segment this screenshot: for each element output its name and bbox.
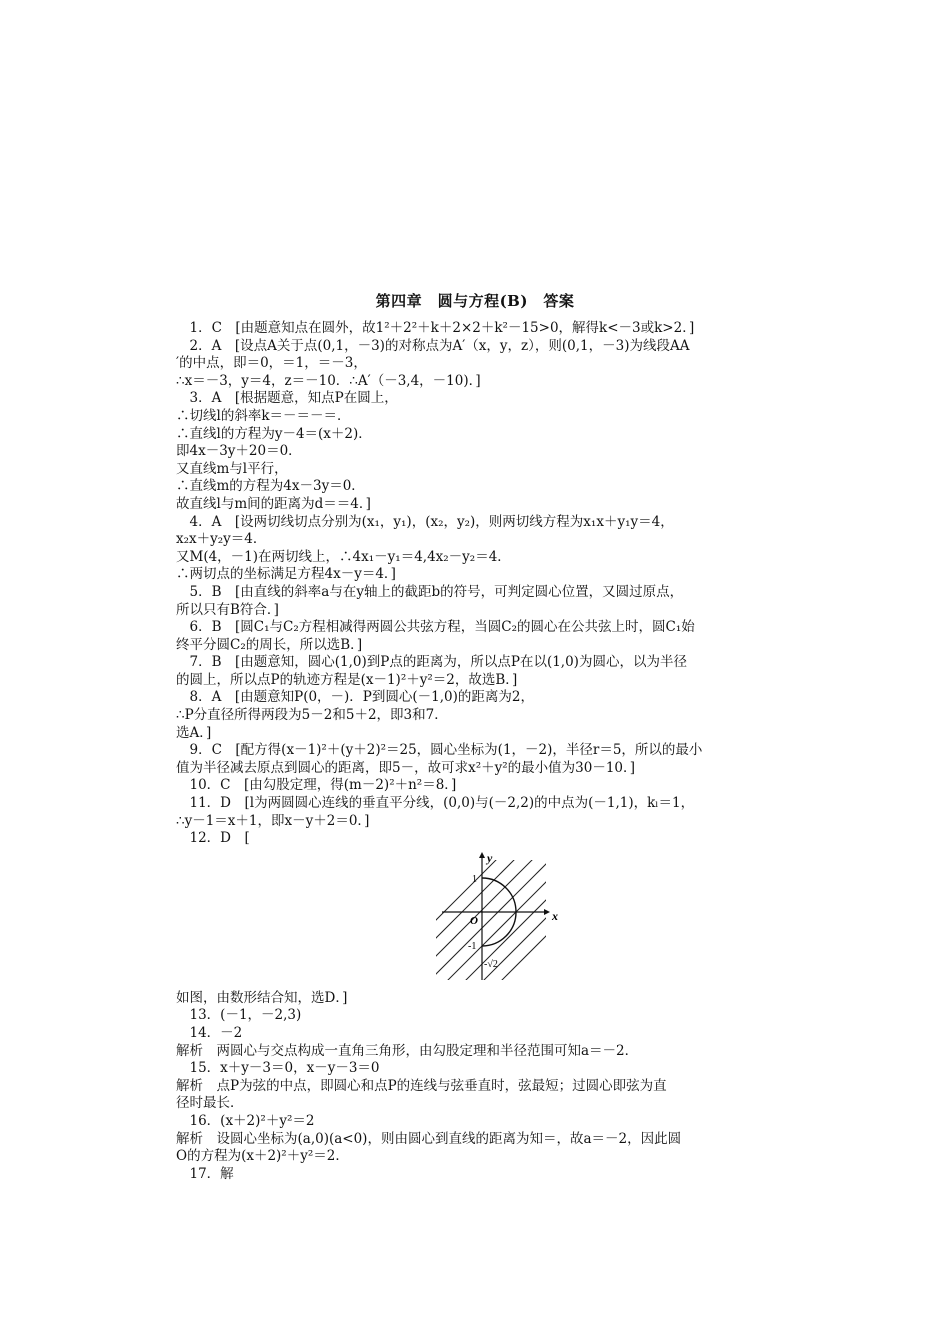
tick-label-1: 1	[472, 873, 477, 885]
text-line: ∴切线l的斜率k＝－＝－＝．	[176, 407, 351, 424]
circle-region-diagram	[432, 850, 562, 986]
text-line: 2．A [设点A关于点(0,1，－3)的对称点为A′（x，y，z），则(0,1，－3)为线段AA	[176, 337, 690, 354]
text-line: 如图，由数形结合知，选D．]	[176, 989, 348, 1006]
text-line: 16．(x＋2)²＋y²＝2	[176, 1112, 315, 1129]
answers-part-1	[176, 320, 808, 848]
text-line: 4．A [设两切线切点分别为(x₁，y₁)，(x₂，y₂)，则两切线方程为x₁x＋y₁y＝4，	[176, 513, 674, 530]
text-line: x₂x＋y₂y＝4．	[176, 531, 267, 548]
text-line: 的圆上，所以点P的轨迹方程是(x－1)²＋y²＝2，故选B．]	[176, 671, 518, 688]
text-line: 解析 两圆心与交点构成一直角三角形，由勾股定理和半径范围可知a＝－2．	[176, 1042, 639, 1059]
text-line: 8．A [由题意知P(0，－)．P到圆心(－1,0)的距离为2，	[176, 689, 534, 706]
text-line: 径时最长．	[176, 1095, 244, 1112]
text-line: 7．B [由题意知，圆心(1,0)到P点的距离为，所以点P在以(1,0)为圆心，以为半径	[176, 654, 687, 671]
text-line: ∴x＝－3，y＝4，z＝－10．∴A′（－3,4，－10)．]	[176, 372, 481, 389]
text-line: 又直线m与l平行，	[176, 460, 288, 477]
y-axis-label: y	[487, 850, 493, 865]
text-line: 选A．]	[176, 724, 212, 741]
tick-label-neg-sqrt2: -√2	[484, 958, 498, 970]
text-line: ∴直线m的方程为4x－3y＝0．	[176, 478, 365, 495]
answers-part-2	[176, 990, 808, 1184]
text-line: 值为半径减去原点到圆心的距离，即5－，故可求x²＋y²的最小值为30－10．]	[176, 759, 636, 776]
text-line: 又M(4，－1)在两切线上，∴4x₁－y₁＝4,4x₂－y₂＝4．	[176, 548, 511, 565]
text-line: O的方程为(x＋2)²＋y²＝2．	[176, 1148, 349, 1165]
text-line: 10．C [由勾股定理，得(m－2)²＋n²＝8．]	[176, 777, 457, 794]
text-line: 故直线l与m间的距离为d＝＝4．]	[176, 495, 371, 512]
text-line: ∴直线l的方程为y－4＝(x＋2)．	[176, 425, 372, 442]
text-line: ∴P分直径所得两段为5－2和5＋2，即3和7．	[176, 707, 448, 724]
text-line: 6．B [圆C₁与C₂方程相减得两圆公共弦方程，当圆C₂的圆心在公共弦上时，圆C₁始	[176, 619, 695, 636]
x-axis-arrow-icon	[544, 909, 550, 915]
answer-body	[176, 320, 808, 1183]
figure-12	[176, 850, 808, 988]
text-line: 17．解	[176, 1165, 234, 1182]
origin-label: O	[470, 914, 478, 927]
text-line: 所以只有B符合．]	[176, 601, 279, 618]
x-axis-label: x	[552, 908, 558, 923]
tick-label-neg-1: -1	[468, 940, 477, 952]
text-line: 解析 设圆心坐标为(a,0)(a<0)，则由圆心到直线的距离为知＝，故a＝－2，因此圆	[176, 1130, 682, 1147]
text-line: 11．D [l为两圆圆心连线的垂直平分线，(0,0)与(－2,2)的中点为(－1,1)，kₗ＝1，	[176, 795, 695, 812]
text-line: 3．A [根据题意，知点P在圆上，	[176, 390, 398, 407]
y-axis-arrow-icon	[479, 852, 485, 858]
text-line: 13．(－1，－2,3)	[176, 1007, 302, 1024]
text-line: 解析 点P为弦的中点，即圆心和点P的连线与弦垂直时，弦最短；过圆心即弦为直	[176, 1077, 667, 1094]
text-line: 即4x－3y＋20＝0．	[176, 443, 302, 460]
text-line: 14．－2	[176, 1025, 243, 1041]
text-line: 12．D [	[176, 830, 250, 847]
text-line: ∴两切点的坐标满足方程4x－y＝4．]	[176, 566, 396, 583]
text-line: 1．C [由题意知点在圆外，故1²＋2²＋k＋2×2＋k²－15>0，解得k<－3或k>2．]	[176, 320, 695, 336]
page-title: 第四章 圆与方程(B) 答案	[375, 292, 575, 310]
text-line: ′的中点，即＝0，＝1，＝－3，	[176, 355, 367, 372]
text-line: 9．C [配方得(x－1)²＋(y＋2)²＝25，圆心坐标为(1，－2)，半径r＝5，所以的最小	[176, 742, 703, 759]
text-line: ∴y－1＝x＋1，即x－y＋2＝0．]	[176, 812, 370, 829]
text-line: 15．x＋y－3＝0，x－y－3＝0	[176, 1060, 380, 1077]
text-line: 终平分圆C₂的周长，所以选B．]	[176, 636, 363, 653]
text-line: 5．B [由直线的斜率a与在y轴上的截距b的符号，可判定圆心位置，又圆过原点，	[176, 583, 684, 600]
